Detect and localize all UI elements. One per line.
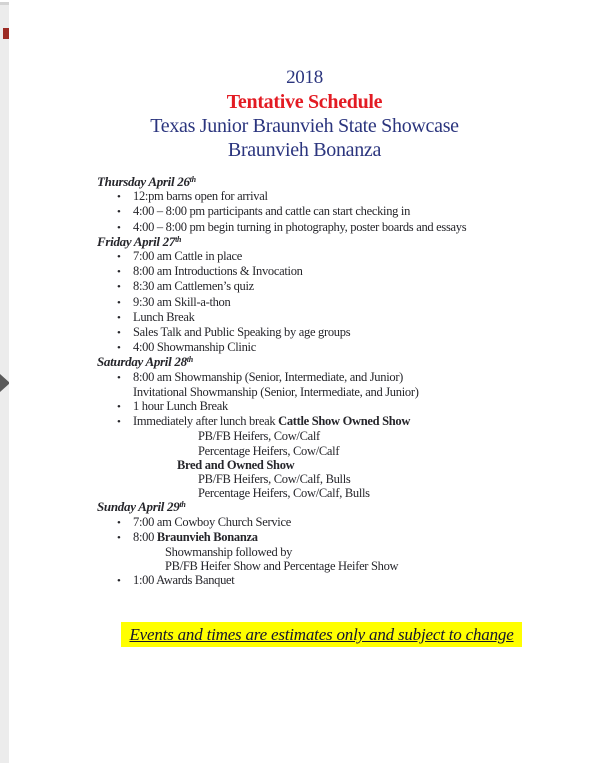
schedule-item: PB/FB Heifer Show and Percentage Heifer Show <box>165 559 399 574</box>
schedule-item: • 1:00 Awards Banquet <box>117 573 235 588</box>
document-page <box>9 0 600 763</box>
schedule-item: Percentage Heifers, Cow/Calf, Bulls <box>198 486 370 501</box>
document-header <box>9 0 600 162</box>
bullet-icon: • <box>117 311 121 324</box>
schedule-day-heading: Friday April 27th <box>97 233 182 249</box>
schedule-list <box>9 175 600 589</box>
bullet-icon: • <box>117 191 121 204</box>
bullet-icon: • <box>117 342 121 355</box>
schedule-item: • 8:00 am Introductions & Invocation <box>117 264 303 279</box>
schedule-item: • 7:00 am Cowboy Church Service <box>117 514 291 529</box>
schedule-item: • Immediately after lunch break Cattle Show Owned Show <box>117 414 411 429</box>
schedule-day-heading: Sunday April 29th <box>97 499 186 515</box>
footer-note-highlighted: Events and times are estimates only and subject to change <box>121 622 521 647</box>
title-year: 2018 <box>286 67 323 88</box>
title-tentative-schedule: Tentative Schedule <box>226 91 383 113</box>
bullet-icon: • <box>117 206 121 219</box>
bullet-icon: • <box>117 281 121 294</box>
title-event-name: Texas Junior Braunvieh State Showcase <box>150 115 459 137</box>
schedule-item: • 4:00 Showmanship Clinic <box>117 340 256 355</box>
schedule-item: Invitational Showmanship (Senior, Intermediate, and Junior) <box>133 384 419 399</box>
schedule-item: • 8:00 Braunvieh Bonanza <box>117 529 258 544</box>
schedule-item: PB/FB Heifers, Cow/Calf <box>198 429 320 444</box>
schedule-item: PB/FB Heifers, Cow/Calf, Bulls <box>198 472 351 487</box>
bullet-icon: • <box>117 531 121 544</box>
bullet-icon: • <box>117 371 121 384</box>
schedule-item: • 12:pm barns open for arrival <box>117 189 268 204</box>
schedule-item: • 9:30 am Skill-a-thon <box>117 294 231 309</box>
bullet-icon: • <box>117 401 121 414</box>
schedule-item: • 1 hour Lunch Break <box>117 399 228 414</box>
schedule-item: • 8:30 am Cattlemen’s quiz <box>117 279 254 294</box>
schedule-day-heading: Thursday April 26th <box>97 174 196 189</box>
bullet-icon: • <box>117 296 121 309</box>
schedule-day-heading: Saturday April 28th <box>97 354 193 370</box>
schedule-item: Percentage Heifers, Cow/Calf <box>198 443 340 458</box>
bullet-icon: • <box>117 416 121 429</box>
schedule-item: • 4:00 – 8:00 pm begin turning in photography, poster boards and essays <box>117 219 467 234</box>
schedule-item: • 8:00 am Showmanship (Senior, Intermediate, and Junior) <box>117 369 404 384</box>
footer-note-row <box>9 622 600 647</box>
schedule-item: • 4:00 – 8:00 pm participants and cattle can start checking in <box>117 204 411 219</box>
schedule-item: Bred and Owned Show <box>177 457 295 472</box>
schedule-item: • Sales Talk and Public Speaking by age groups <box>117 325 351 340</box>
bullet-icon: • <box>117 266 121 279</box>
bullet-icon: • <box>117 251 121 264</box>
bullet-icon: • <box>117 575 121 588</box>
bullet-icon: • <box>117 327 121 340</box>
schedule-item: Showmanship followed by <box>165 545 293 560</box>
schedule-item: • Lunch Break <box>117 309 195 324</box>
title-event-subname: Braunvieh Bonanza <box>227 139 382 161</box>
schedule-item: • 7:00 am Cattle in place <box>117 249 243 264</box>
bullet-icon: • <box>117 221 121 234</box>
bullet-icon: • <box>117 516 121 529</box>
